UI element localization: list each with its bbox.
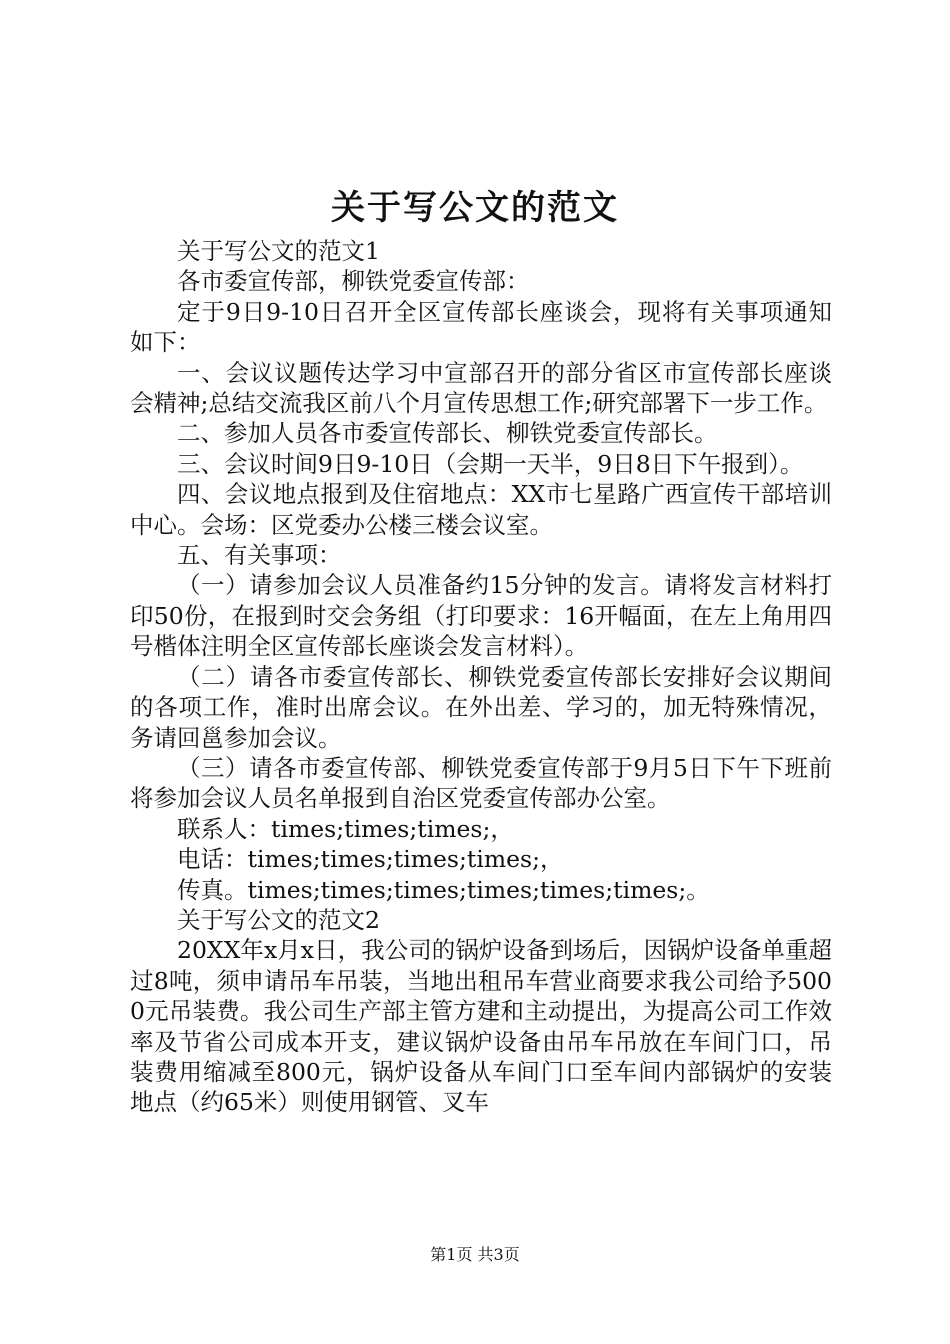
paragraph: 一、会议议题传达学习中宣部召开的部分省区市宣传部长座谈会精神;总结交流我区前八个月宣传思想工作;研究部署下一步工作。 [130, 358, 832, 418]
document-title: 关于写公文的范文 [331, 188, 619, 228]
paragraph: 电话：times;times;times;times;， [177, 845, 564, 874]
paragraph: 定于9日9-10日召开全区宣传部长座谈会，现将有关事项通知如下： [130, 297, 832, 357]
paragraph: 联系人：times;times;times;， [177, 814, 514, 843]
paragraph: （三）请各市委宣传部、柳铁党委宣传部于9月5日下午下班前将参加会议人员名单报到自治区党委宣传部办公室。 [130, 753, 832, 813]
paragraph: 五、有关事项： [177, 541, 342, 570]
paragraph: 关于写公文的范文1 [177, 237, 380, 265]
paragraph: 关于写公文的范文2 [177, 905, 380, 934]
paragraph: （二）请各市委宣传部长、柳铁党委宣传部长安排好会议期间的各项工作，准时出席会议。在外出差、学习的，加无特殊情况，务请回邕参加会议。 [130, 662, 832, 752]
paragraph: 传真。times;times;times;times;times;times;。 [177, 875, 710, 904]
paragraph: 二、参加人员各市委宣传部长、柳铁党委宣传部长。 [177, 419, 718, 448]
paragraph: 各市委宣传部，柳铁党委宣传部： [177, 267, 530, 296]
page-footer: 第1页 共3页 [430, 1245, 520, 1264]
paragraph: 三、会议时间9日9-10日（会期一天半，9日8日下午报到）。 [177, 449, 804, 478]
paragraph: 四、会议地点报到及住宿地点：XX市七星路广西宣传干部培训中心。会场：区党委办公楼三楼会议室。 [130, 480, 832, 539]
document-body [130, 236, 832, 1118]
paragraph: 20XX年x月x日，我公司的锅炉设备到场后，因锅炉设备单重超过8吨，须申请吊车吊装，当地出租吊车营业商要求我公司给予5000元吊装费。我公司生产部主管方建和主动提出，为提高公司工作效率及节省公司成本开支，建议锅炉设备由吊车吊放在车间门口，吊装费用缩减至800元，锅炉设备从车间门口至车间内部锅炉的安装地点（约65米）则使用钢管、叉车 [130, 936, 832, 1117]
paragraph: （一）请参加会议人员准备约15分钟的发言。请将发言材料打印50份，在报到时交会务组（打印要求：16开幅面，在左上角用四号楷体注明全区宣传部长座谈会发言材料）。 [130, 571, 832, 661]
